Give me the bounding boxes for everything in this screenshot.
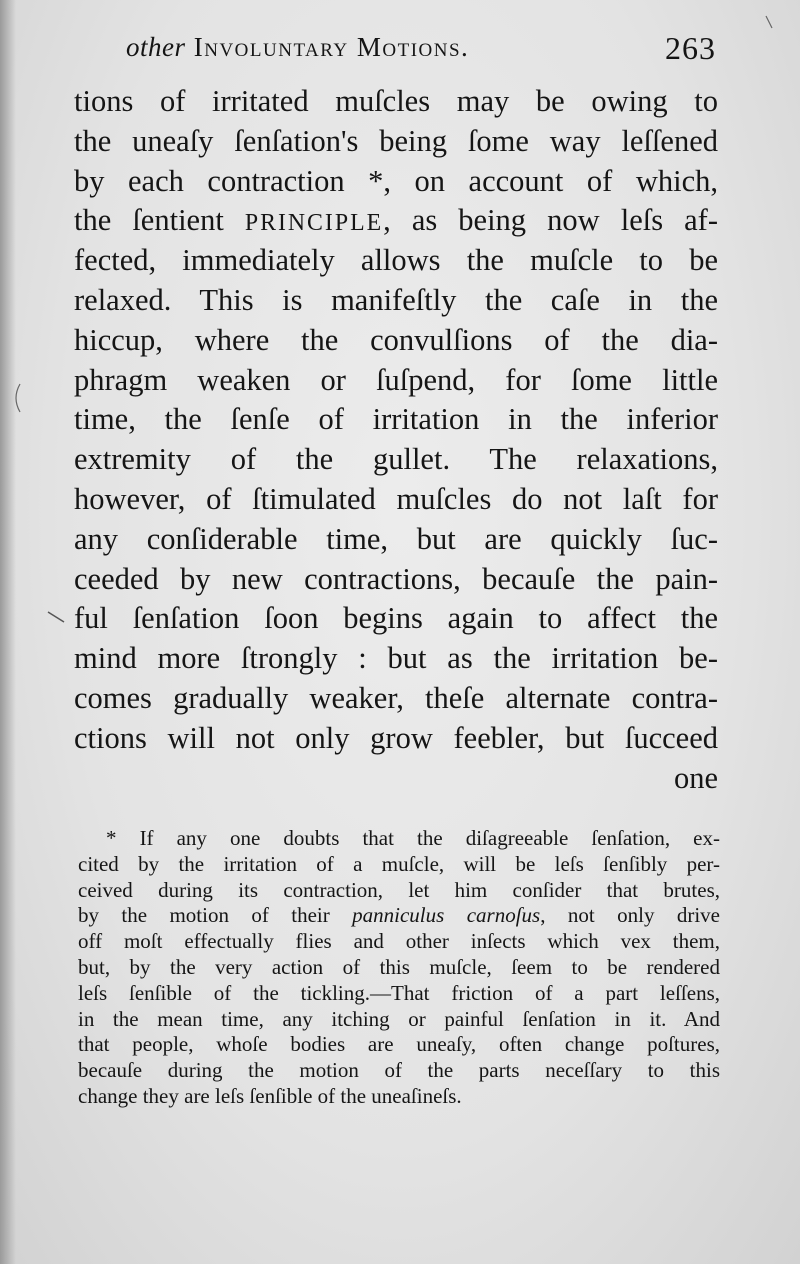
footnote-latin-term: panniculus carnoſus	[352, 903, 541, 928]
footnote-line: leſs ſenſible of the tickling.—That friction of a part leſſens,	[78, 980, 720, 1005]
text-line: extremity of the gullet. The relaxations,	[74, 442, 718, 477]
text-line: ful ſenſation ſoon begins again to affect the	[74, 601, 718, 636]
text-line: phragm weaken or ſuſpend, for ſome little	[74, 362, 718, 397]
footnote-line: becauſe during the motion of the parts neceſſary to this	[78, 1058, 720, 1083]
page-number: 263	[665, 30, 716, 66]
text-line: ctions will not only grow feebler, but ſucceed	[74, 720, 718, 755]
text-line: hiccup, where the convulſions of the dia-	[74, 322, 718, 357]
text-line: ceeded by new contractions, becauſe the pain-	[74, 561, 718, 596]
footnote-line-italic: by the motion of their panniculus carnoſus, not only drive	[78, 903, 720, 928]
catchword: one	[673, 760, 718, 795]
page-gutter-shadow	[0, 0, 16, 1264]
text-line: mind more ſtrongly : but as the irritation be-	[74, 641, 718, 676]
margin-paren-mark	[16, 384, 20, 412]
page-header	[126, 22, 716, 70]
text-line: however, of ſtimulated muſcles do not laſt for	[74, 481, 718, 516]
footnote-line: ceived during its contraction, let him conſider that brutes,	[78, 877, 720, 902]
footnote-line: off moſt effectually flies and other inſects which vex them,	[78, 929, 720, 954]
footnote-line: change they are leſs ſenſible of the uneaſineſs.	[78, 1083, 462, 1108]
text-line: fected, immediately allows the muſcle to be	[74, 243, 718, 278]
footnote-line: that people, whoſe bodies are uneaſy, often change poſtures,	[78, 1032, 720, 1057]
footnote-line: in the mean time, any itching or painful ſenſation in it. And	[78, 1006, 720, 1031]
running-head-title: Involuntary Motions.	[193, 32, 470, 62]
footnote	[78, 826, 720, 1110]
small-caps-term: PRINCIPLE	[244, 210, 384, 237]
main-text	[74, 82, 718, 798]
text-line: by each contraction *, on account of which,	[74, 163, 718, 198]
footnote-line: * If any one doubts that the diſagreeable ſenſation, ex-	[106, 826, 720, 850]
footnote-line: but, by the very action of this muſcle, ſeem to be rendered	[78, 954, 720, 979]
footnote-line: cited by the irritation of a muſcle, will be leſs ſenſibly per-	[78, 851, 720, 876]
running-head	[126, 32, 469, 63]
margin-tick-mark	[48, 612, 64, 622]
corner-mark	[766, 16, 772, 28]
text-line: relaxed. This is manifeſtly the caſe in the	[74, 282, 718, 317]
running-head-italic: other	[126, 32, 186, 62]
text-line: the ſentient PRINCIPLE, as being now leſs af-	[74, 203, 718, 238]
text-line: time, the ſenſe of irritation in the inferior	[74, 402, 718, 437]
text-line: any conſiderable time, but are quickly ſuc-	[74, 521, 718, 556]
text-line: the uneaſy ſenſation's being ſome way leſſened	[74, 123, 718, 158]
text-line: tions of irritated muſcles may be owing to	[74, 84, 718, 118]
text-line: comes gradually weaker, theſe alternate contra-	[74, 680, 718, 715]
